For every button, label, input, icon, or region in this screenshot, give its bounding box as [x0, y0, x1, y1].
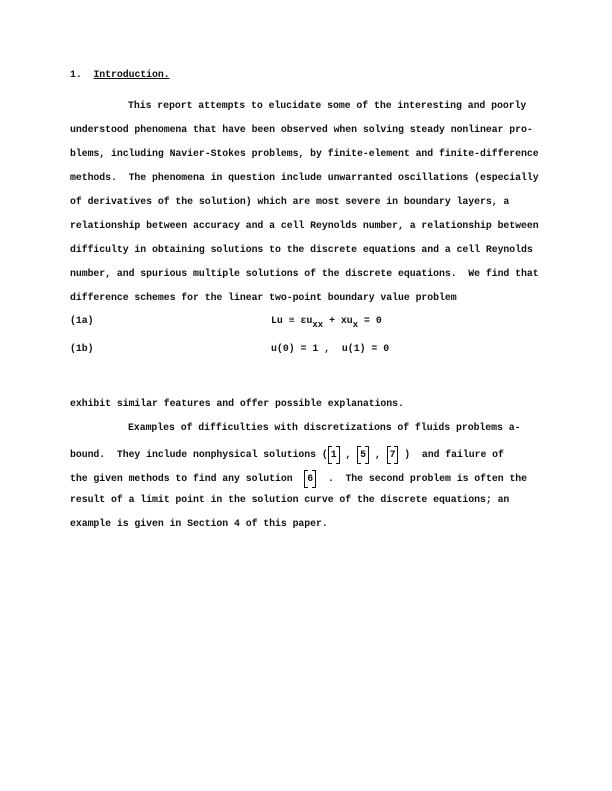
text-line: [70, 446, 504, 464]
citation-number: 1: [330, 449, 337, 460]
citation-number: 6: [307, 473, 314, 484]
text-line: of derivatives of the solution) which are most severe in boundary layers, a: [70, 196, 510, 207]
eq-rhs: = 0: [358, 315, 382, 326]
citation: [328, 446, 340, 464]
citation-number: 7: [389, 449, 396, 460]
text-line: example is given in Section 4 of this paper.: [70, 518, 328, 529]
citation: [304, 470, 316, 488]
text-line: blems, including Navier-Stokes problems, by finite-element and finite-difference: [70, 148, 539, 159]
text-line: This report attempts to elucidate some of the interesting and poorly: [128, 100, 527, 111]
equation-1a: [271, 315, 382, 330]
text-line: difficulty in obtaining solutions to the discrete equations and a cell Reynolds: [70, 244, 533, 255]
text-line: Examples of difficulties with discretizations of fluids problems a-: [128, 422, 521, 433]
text-span: bound. They include nonphysical solutions (: [70, 449, 328, 460]
separator: ,: [369, 449, 387, 460]
section-number: 1.: [70, 69, 82, 80]
text-span: ) and failure of: [398, 449, 504, 460]
text-line: [70, 470, 527, 488]
section-title: Introduction.: [93, 69, 170, 80]
equation-label-1b: (1b): [70, 343, 94, 354]
text-line: result of a limit point in the solution curve of the discrete equations; an: [70, 494, 510, 505]
equation-label-1a: (1a): [70, 315, 94, 326]
equation-1b: u(0) = 1 , u(1) = 0: [271, 343, 390, 354]
eq-mid: + xu: [323, 315, 353, 326]
text-line: understood phenomena that have been observed when solving steady nonlinear pro-: [70, 124, 533, 135]
citation: [387, 446, 399, 464]
section-heading: [70, 69, 170, 81]
text-span: . The second problem is often the: [316, 473, 528, 484]
text-line: number, and spurious multiple solutions of the discrete equations. We find that: [70, 268, 539, 279]
text-line: exhibit similar features and offer possible explanations.: [70, 398, 404, 409]
text-line: relationship between accuracy and a cell Reynolds number, a relationship between: [70, 220, 539, 231]
text-line: difference schemes for the linear two-point boundary value problem: [70, 292, 457, 303]
text-line: methods. The phenomena in question include unwarranted oscillations (especially: [70, 172, 539, 183]
citation: [357, 446, 369, 464]
separator: ,: [339, 449, 358, 460]
eq-subscript: x: [352, 320, 359, 330]
eq-subscript: xx: [312, 320, 324, 330]
text-span: the given methods to find any solution: [70, 473, 305, 484]
eq-lhs: Lu ≡ εu: [271, 315, 313, 326]
citation-number: 5: [360, 449, 367, 460]
